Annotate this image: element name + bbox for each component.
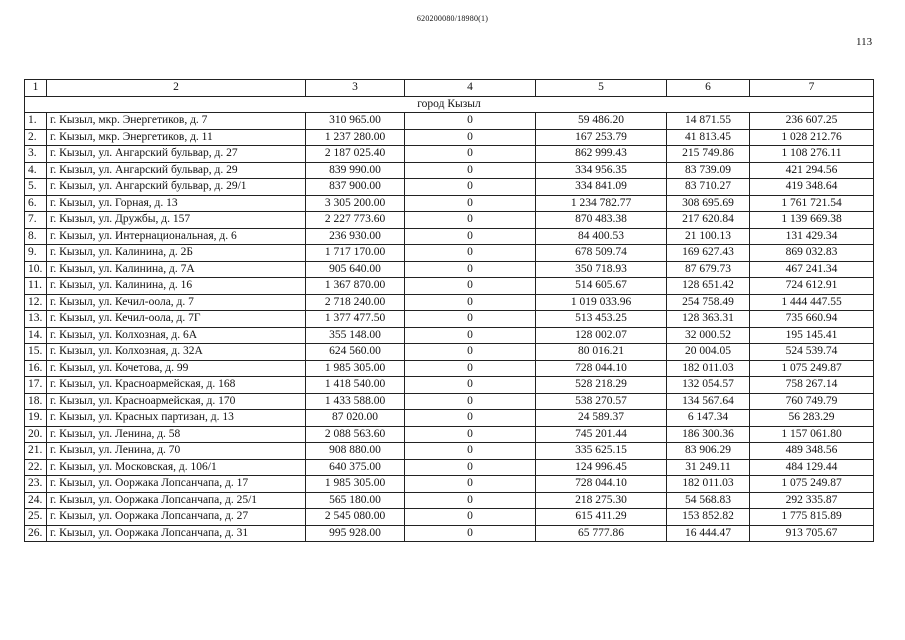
column-3-value: 2 718 240.00 bbox=[306, 294, 405, 311]
column-7-value: 421 294.56 bbox=[750, 162, 874, 179]
table-row bbox=[25, 228, 874, 245]
column-4-value: 0 bbox=[405, 278, 536, 295]
column-header: 4 bbox=[405, 80, 536, 97]
section-row bbox=[25, 96, 874, 113]
column-3-value: 837 900.00 bbox=[306, 179, 405, 196]
column-3-value: 1 433 588.00 bbox=[306, 393, 405, 410]
column-3-value: 995 928.00 bbox=[306, 525, 405, 542]
column-6-value: 132 054.57 bbox=[667, 377, 750, 394]
column-5-value: 334 956.35 bbox=[536, 162, 667, 179]
address: г. Кызыл, мкр. Энергетиков, д. 11 bbox=[47, 129, 306, 146]
column-5-value: 350 718.93 bbox=[536, 261, 667, 278]
column-4-value: 0 bbox=[405, 344, 536, 361]
column-6-value: 6 147.34 bbox=[667, 410, 750, 427]
address: г. Кызыл, ул. Колхозная, д. 32А bbox=[47, 344, 306, 361]
column-6-value: 217 620.84 bbox=[667, 212, 750, 229]
page-number: 113 bbox=[856, 36, 873, 48]
row-number: 24. bbox=[25, 492, 47, 509]
column-header: 1 bbox=[25, 80, 47, 97]
column-7-value: 419 348.64 bbox=[750, 179, 874, 196]
column-3-value: 839 990.00 bbox=[306, 162, 405, 179]
table-row bbox=[25, 245, 874, 262]
column-7-value: 524 539.74 bbox=[750, 344, 874, 361]
table-row bbox=[25, 443, 874, 460]
column-3-value: 2 227 773.60 bbox=[306, 212, 405, 229]
table-row bbox=[25, 212, 874, 229]
table-row bbox=[25, 492, 874, 509]
column-4-value: 0 bbox=[405, 492, 536, 509]
address: г. Кызыл, ул. Ангарский бульвар, д. 29 bbox=[47, 162, 306, 179]
table-row bbox=[25, 459, 874, 476]
column-6-value: 14 871.55 bbox=[667, 113, 750, 130]
column-header: 3 bbox=[306, 80, 405, 97]
column-4-value: 0 bbox=[405, 212, 536, 229]
row-number: 6. bbox=[25, 195, 47, 212]
column-6-value: 41 813.45 bbox=[667, 129, 750, 146]
column-3-value: 1 237 280.00 bbox=[306, 129, 405, 146]
column-4-value: 0 bbox=[405, 377, 536, 394]
column-5-value: 167 253.79 bbox=[536, 129, 667, 146]
table-row bbox=[25, 195, 874, 212]
column-4-value: 0 bbox=[405, 228, 536, 245]
column-6-value: 32 000.52 bbox=[667, 327, 750, 344]
column-4-value: 0 bbox=[405, 195, 536, 212]
column-3-value: 1 418 540.00 bbox=[306, 377, 405, 394]
column-6-value: 16 444.47 bbox=[667, 525, 750, 542]
column-5-value: 728 044.10 bbox=[536, 476, 667, 493]
column-3-value: 355 148.00 bbox=[306, 327, 405, 344]
column-4-value: 0 bbox=[405, 162, 536, 179]
column-5-value: 862 999.43 bbox=[536, 146, 667, 163]
row-number: 17. bbox=[25, 377, 47, 394]
column-4-value: 0 bbox=[405, 179, 536, 196]
row-number: 10. bbox=[25, 261, 47, 278]
table-row bbox=[25, 344, 874, 361]
column-7-value: 1 075 249.87 bbox=[750, 360, 874, 377]
address: г. Кызыл, ул. Ооржака Лопсанчапа, д. 27 bbox=[47, 509, 306, 526]
address: г. Кызыл, ул. Ленина, д. 58 bbox=[47, 426, 306, 443]
column-6-value: 128 651.42 bbox=[667, 278, 750, 295]
column-6-value: 83 710.27 bbox=[667, 179, 750, 196]
column-6-value: 134 567.64 bbox=[667, 393, 750, 410]
row-number: 16. bbox=[25, 360, 47, 377]
column-4-value: 0 bbox=[405, 393, 536, 410]
address: г. Кызыл, ул. Московская, д. 106/1 bbox=[47, 459, 306, 476]
column-4-value: 0 bbox=[405, 426, 536, 443]
column-7-value: 869 032.83 bbox=[750, 245, 874, 262]
column-7-value: 467 241.34 bbox=[750, 261, 874, 278]
column-5-value: 538 270.57 bbox=[536, 393, 667, 410]
column-4-value: 0 bbox=[405, 525, 536, 542]
column-4-value: 0 bbox=[405, 327, 536, 344]
address: г. Кызыл, ул. Кечил-оола, д. 7Г bbox=[47, 311, 306, 328]
column-7-value: 56 283.29 bbox=[750, 410, 874, 427]
table-row bbox=[25, 179, 874, 196]
row-number: 7. bbox=[25, 212, 47, 229]
address: г. Кызыл, ул. Калинина, д. 7А bbox=[47, 261, 306, 278]
address: г. Кызыл, ул. Калинина, д. 2Б bbox=[47, 245, 306, 262]
document-id: 620200080/18980(1) bbox=[416, 14, 489, 23]
address: г. Кызыл, ул. Ленина, д. 70 bbox=[47, 443, 306, 460]
column-3-value: 565 180.00 bbox=[306, 492, 405, 509]
column-5-value: 528 218.29 bbox=[536, 377, 667, 394]
address: г. Кызыл, ул. Красноармейская, д. 170 bbox=[47, 393, 306, 410]
column-4-value: 0 bbox=[405, 509, 536, 526]
table-row bbox=[25, 113, 874, 130]
column-3-value: 3 305 200.00 bbox=[306, 195, 405, 212]
table-row bbox=[25, 476, 874, 493]
column-4-value: 0 bbox=[405, 443, 536, 460]
column-4-value: 0 bbox=[405, 360, 536, 377]
column-4-value: 0 bbox=[405, 129, 536, 146]
column-7-value: 1 139 669.38 bbox=[750, 212, 874, 229]
column-5-value: 124 996.45 bbox=[536, 459, 667, 476]
column-3-value: 1 377 477.50 bbox=[306, 311, 405, 328]
column-4-value: 0 bbox=[405, 476, 536, 493]
column-6-value: 254 758.49 bbox=[667, 294, 750, 311]
table-row bbox=[25, 426, 874, 443]
row-number: 20. bbox=[25, 426, 47, 443]
row-number: 21. bbox=[25, 443, 47, 460]
column-7-value: 1 108 276.11 bbox=[750, 146, 874, 163]
column-5-value: 218 275.30 bbox=[536, 492, 667, 509]
column-5-value: 80 016.21 bbox=[536, 344, 667, 361]
column-5-value: 678 509.74 bbox=[536, 245, 667, 262]
column-5-value: 65 777.86 bbox=[536, 525, 667, 542]
row-number: 3. bbox=[25, 146, 47, 163]
table-row bbox=[25, 327, 874, 344]
column-3-value: 236 930.00 bbox=[306, 228, 405, 245]
column-7-value: 1 028 212.76 bbox=[750, 129, 874, 146]
column-6-value: 215 749.86 bbox=[667, 146, 750, 163]
column-7-value: 760 749.79 bbox=[750, 393, 874, 410]
column-5-value: 128 002.07 bbox=[536, 327, 667, 344]
column-header: 6 bbox=[667, 80, 750, 97]
table-row bbox=[25, 146, 874, 163]
row-number: 12. bbox=[25, 294, 47, 311]
row-number: 8. bbox=[25, 228, 47, 245]
address: г. Кызыл, ул. Красноармейская, д. 168 bbox=[47, 377, 306, 394]
column-7-value: 195 145.41 bbox=[750, 327, 874, 344]
address: г. Кызыл, ул. Дружбы, д. 157 bbox=[47, 212, 306, 229]
column-5-value: 1 234 782.77 bbox=[536, 195, 667, 212]
address: г. Кызыл, ул. Ооржака Лопсанчапа, д. 17 bbox=[47, 476, 306, 493]
row-number: 4. bbox=[25, 162, 47, 179]
column-5-value: 335 625.15 bbox=[536, 443, 667, 460]
column-number-header-row bbox=[25, 80, 874, 97]
column-6-value: 182 011.03 bbox=[667, 360, 750, 377]
column-header: 2 bbox=[47, 80, 306, 97]
row-number: 23. bbox=[25, 476, 47, 493]
address: г. Кызыл, ул. Калинина, д. 16 bbox=[47, 278, 306, 295]
row-number: 13. bbox=[25, 311, 47, 328]
column-6-value: 153 852.82 bbox=[667, 509, 750, 526]
address: г. Кызыл, ул. Колхозная, д. 6А bbox=[47, 327, 306, 344]
column-5-value: 513 453.25 bbox=[536, 311, 667, 328]
column-4-value: 0 bbox=[405, 410, 536, 427]
column-6-value: 128 363.31 bbox=[667, 311, 750, 328]
table-row bbox=[25, 509, 874, 526]
column-4-value: 0 bbox=[405, 311, 536, 328]
row-number: 14. bbox=[25, 327, 47, 344]
address: г. Кызыл, ул. Ангарский бульвар, д. 29/1 bbox=[47, 179, 306, 196]
column-7-value: 724 612.91 bbox=[750, 278, 874, 295]
column-3-value: 1 985 305.00 bbox=[306, 360, 405, 377]
address: г. Кызыл, ул. Ооржака Лопсанчапа, д. 31 bbox=[47, 525, 306, 542]
column-5-value: 1 019 033.96 bbox=[536, 294, 667, 311]
column-3-value: 87 020.00 bbox=[306, 410, 405, 427]
row-number: 9. bbox=[25, 245, 47, 262]
column-5-value: 870 483.38 bbox=[536, 212, 667, 229]
row-number: 1. bbox=[25, 113, 47, 130]
column-3-value: 640 375.00 bbox=[306, 459, 405, 476]
column-7-value: 1 075 249.87 bbox=[750, 476, 874, 493]
row-number: 25. bbox=[25, 509, 47, 526]
table-row bbox=[25, 278, 874, 295]
column-6-value: 169 627.43 bbox=[667, 245, 750, 262]
row-number: 18. bbox=[25, 393, 47, 410]
column-7-value: 484 129.44 bbox=[750, 459, 874, 476]
column-6-value: 54 568.83 bbox=[667, 492, 750, 509]
column-3-value: 908 880.00 bbox=[306, 443, 405, 460]
column-7-value: 131 429.34 bbox=[750, 228, 874, 245]
column-5-value: 514 605.67 bbox=[536, 278, 667, 295]
column-7-value: 735 660.94 bbox=[750, 311, 874, 328]
column-6-value: 182 011.03 bbox=[667, 476, 750, 493]
row-number: 19. bbox=[25, 410, 47, 427]
column-7-value: 1 761 721.54 bbox=[750, 195, 874, 212]
section-title: город Кызыл bbox=[25, 96, 874, 113]
column-5-value: 59 486.20 bbox=[536, 113, 667, 130]
address: г. Кызыл, ул. Интернациональная, д. 6 bbox=[47, 228, 306, 245]
column-5-value: 728 044.10 bbox=[536, 360, 667, 377]
column-7-value: 1 775 815.89 bbox=[750, 509, 874, 526]
column-6-value: 31 249.11 bbox=[667, 459, 750, 476]
row-number: 15. bbox=[25, 344, 47, 361]
column-6-value: 83 739.09 bbox=[667, 162, 750, 179]
column-6-value: 21 100.13 bbox=[667, 228, 750, 245]
register-table bbox=[24, 79, 874, 542]
column-7-value: 1 157 061.80 bbox=[750, 426, 874, 443]
column-6-value: 20 004.05 bbox=[667, 344, 750, 361]
column-7-value: 758 267.14 bbox=[750, 377, 874, 394]
column-5-value: 24 589.37 bbox=[536, 410, 667, 427]
table-row bbox=[25, 410, 874, 427]
column-4-value: 0 bbox=[405, 245, 536, 262]
column-3-value: 1 717 170.00 bbox=[306, 245, 405, 262]
column-3-value: 905 640.00 bbox=[306, 261, 405, 278]
column-7-value: 236 607.25 bbox=[750, 113, 874, 130]
column-3-value: 310 965.00 bbox=[306, 113, 405, 130]
column-4-value: 0 bbox=[405, 294, 536, 311]
address: г. Кызыл, ул. Кечил-оола, д. 7 bbox=[47, 294, 306, 311]
column-6-value: 308 695.69 bbox=[667, 195, 750, 212]
column-3-value: 2 545 080.00 bbox=[306, 509, 405, 526]
column-7-value: 489 348.56 bbox=[750, 443, 874, 460]
column-3-value: 1 367 870.00 bbox=[306, 278, 405, 295]
table-row bbox=[25, 377, 874, 394]
table-row bbox=[25, 261, 874, 278]
address: г. Кызыл, ул. Горная, д. 13 bbox=[47, 195, 306, 212]
column-5-value: 745 201.44 bbox=[536, 426, 667, 443]
row-number: 26. bbox=[25, 525, 47, 542]
column-5-value: 334 841.09 bbox=[536, 179, 667, 196]
table-row bbox=[25, 393, 874, 410]
row-number: 5. bbox=[25, 179, 47, 196]
address: г. Кызыл, ул. Красных партизан, д. 13 bbox=[47, 410, 306, 427]
address: г. Кызыл, мкр. Энергетиков, д. 7 bbox=[47, 113, 306, 130]
row-number: 11. bbox=[25, 278, 47, 295]
address: г. Кызыл, ул. Кочетова, д. 99 bbox=[47, 360, 306, 377]
table-row bbox=[25, 360, 874, 377]
row-number: 2. bbox=[25, 129, 47, 146]
column-7-value: 913 705.67 bbox=[750, 525, 874, 542]
column-3-value: 2 187 025.40 bbox=[306, 146, 405, 163]
column-4-value: 0 bbox=[405, 146, 536, 163]
row-number: 22. bbox=[25, 459, 47, 476]
table-row bbox=[25, 129, 874, 146]
column-7-value: 292 335.87 bbox=[750, 492, 874, 509]
address: г. Кызыл, ул. Ооржака Лопсанчапа, д. 25/1 bbox=[47, 492, 306, 509]
column-6-value: 186 300.36 bbox=[667, 426, 750, 443]
table-row bbox=[25, 311, 874, 328]
column-6-value: 83 906.29 bbox=[667, 443, 750, 460]
table-row bbox=[25, 525, 874, 542]
address: г. Кызыл, ул. Ангарский бульвар, д. 27 bbox=[47, 146, 306, 163]
column-3-value: 1 985 305.00 bbox=[306, 476, 405, 493]
column-5-value: 84 400.53 bbox=[536, 228, 667, 245]
column-7-value: 1 444 447.55 bbox=[750, 294, 874, 311]
column-4-value: 0 bbox=[405, 261, 536, 278]
column-6-value: 87 679.73 bbox=[667, 261, 750, 278]
column-5-value: 615 411.29 bbox=[536, 509, 667, 526]
column-4-value: 0 bbox=[405, 113, 536, 130]
column-4-value: 0 bbox=[405, 459, 536, 476]
column-3-value: 624 560.00 bbox=[306, 344, 405, 361]
column-3-value: 2 088 563.60 bbox=[306, 426, 405, 443]
table-row bbox=[25, 294, 874, 311]
column-header: 5 bbox=[536, 80, 667, 97]
table-row bbox=[25, 162, 874, 179]
column-header: 7 bbox=[750, 80, 874, 97]
